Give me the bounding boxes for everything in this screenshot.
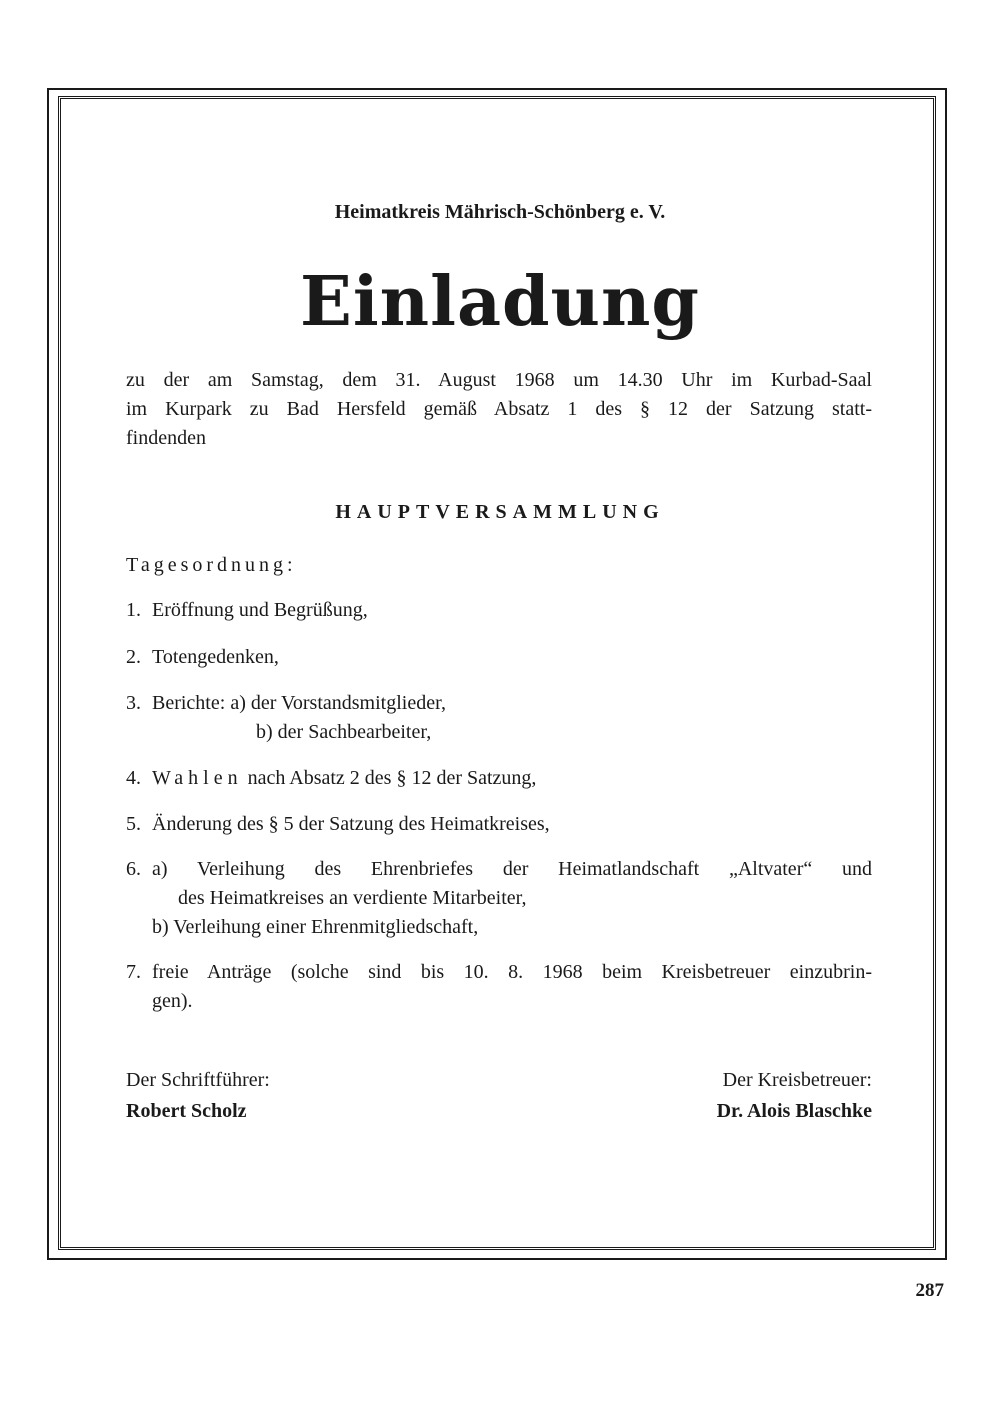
signature-right [717,1066,872,1126]
agenda-item-6: 6. a) Verleihung des Ehrenbriefes der Heimatlandschaft „Altvater“ und des Heimatkreises an verdiente Mitarbeiter, b) Verleihung einer Ehrenmitgliedschaft, [126,858,872,938]
organization-name: Heimatkreis Mährisch-Schönberg e. V. [334,201,666,223]
agenda-item-7: 7. freie Anträge (solche sind bis 10. 8. 1968 beim Kreisbetreuer einzubrin- gen). [126,961,872,1012]
item-prefix: Berichte: [152,692,226,714]
agenda-heading: Tagesordnung: [126,554,297,576]
page-number: 287 [915,1280,944,1301]
intro-paragraph [126,366,872,453]
intro-line: findenden [126,427,206,449]
signature-name: Dr. Alois Blaschke [716,1100,872,1122]
signature-left [126,1066,270,1126]
agenda-item-4: 4. Wahlen nach Absatz 2 des § 12 der Satzung, [126,767,537,789]
signature-role: Der Kreisbetreuer: [722,1069,872,1091]
document-title: Einladung [300,262,700,342]
agenda-item-1: 1. Eröffnung und Begrüßung, [126,599,368,621]
agenda-item-5: 5. Änderung des § 5 der Satzung des Heimatkreises, [126,813,550,835]
meeting-heading: HAUPTVERSAMMLUNG [335,501,665,523]
signature-role: Der Schriftführer: [126,1069,270,1091]
agenda-item-3: 3. Berichte: a) der Vorstandsmitglieder, b) der Sachbearbeiter, [126,692,446,743]
signature-name: Robert Scholz [126,1100,247,1122]
emphasized-word: Wahlen [152,767,243,789]
intro-line: im Kurpark zu Bad Hersfeld gemäß Absatz 1 des § 12 der Satzung statt- [126,398,872,420]
agenda-item-2: 2. Totengedenken, [126,646,279,668]
intro-line: zu der am Samstag, dem 31. August 1968 um 14.30 Uhr im Kurbad-Saal [126,369,872,391]
